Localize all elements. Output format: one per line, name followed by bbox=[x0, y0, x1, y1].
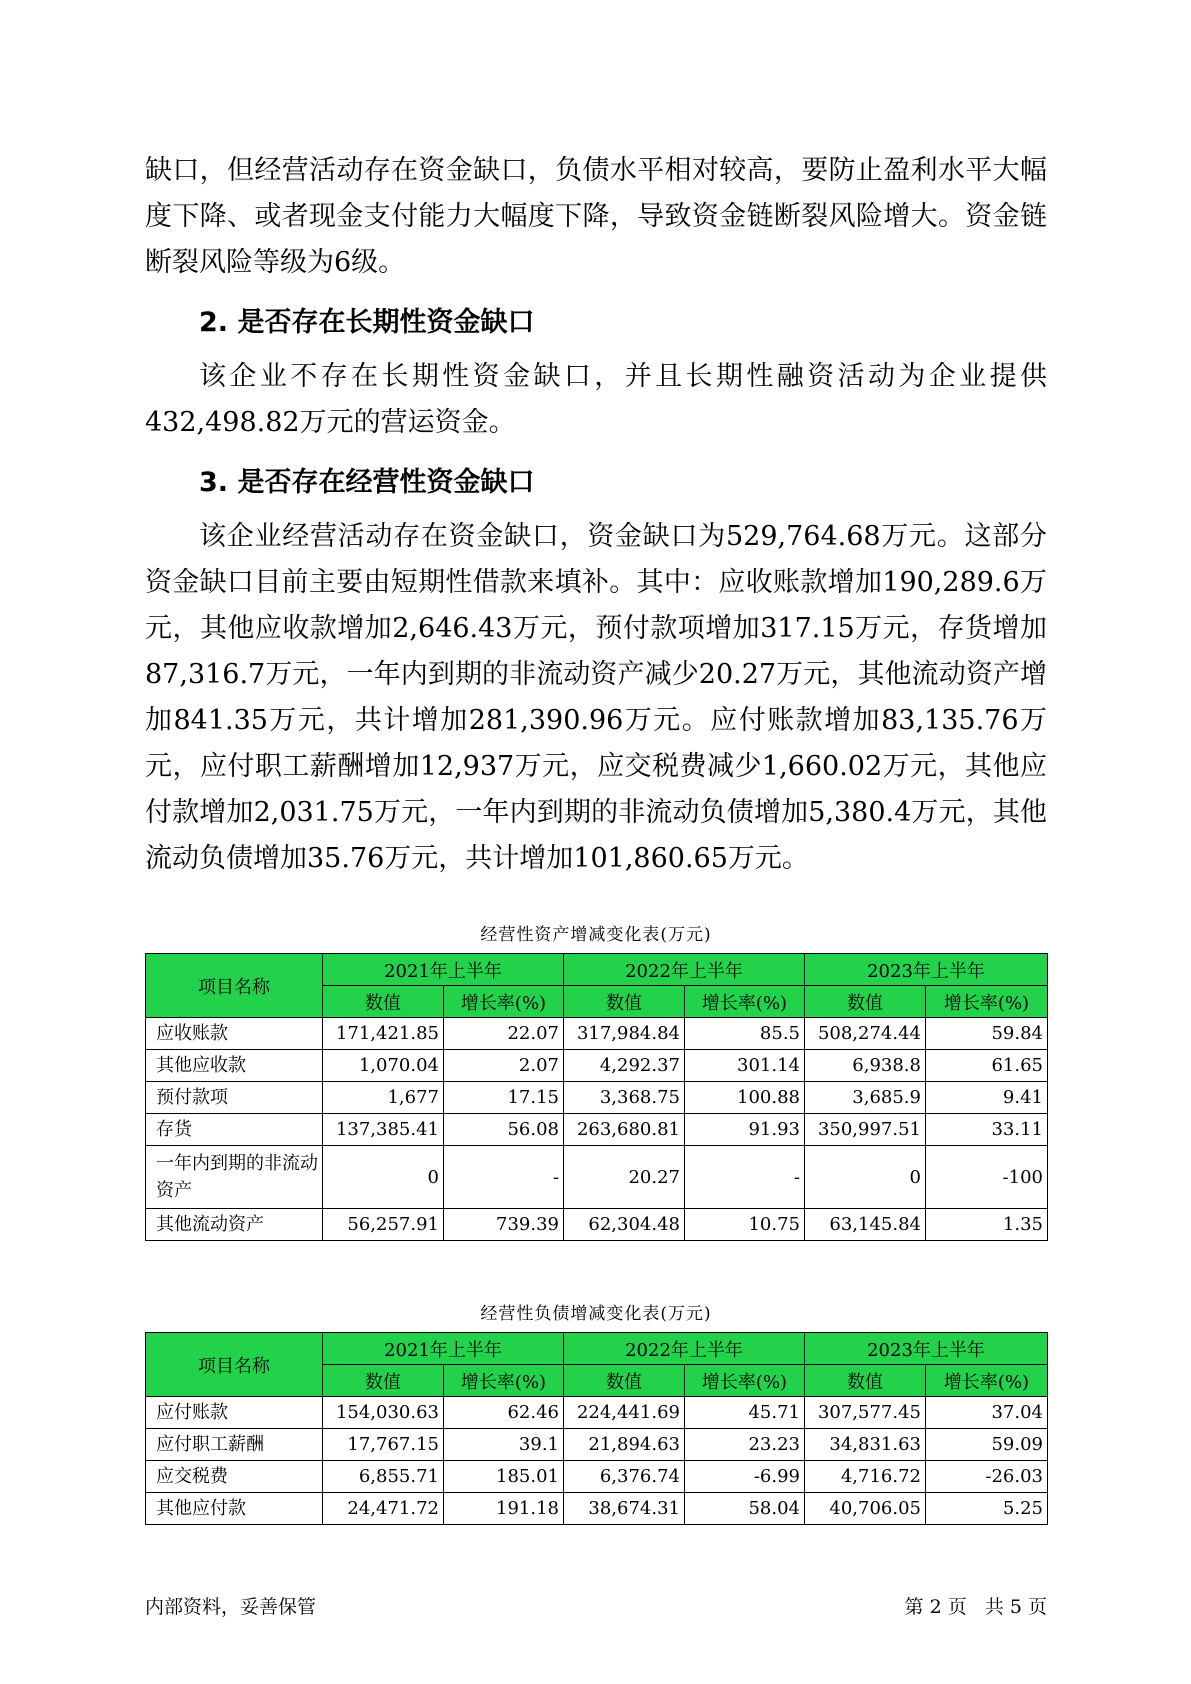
header-value: 数值 bbox=[564, 1365, 685, 1397]
row-label: 预付款项 bbox=[146, 1082, 323, 1114]
cell-growth: 10.75 bbox=[685, 1209, 805, 1241]
cell-value: 350,997.51 bbox=[805, 1114, 926, 1146]
cell-value: 154,030.63 bbox=[323, 1397, 444, 1429]
cell-growth: 1.35 bbox=[926, 1209, 1048, 1241]
cell-value: 63,145.84 bbox=[805, 1209, 926, 1241]
cell-growth: -100 bbox=[926, 1146, 1048, 1209]
header-2023-h1: 2023年上半年 bbox=[805, 1333, 1048, 1365]
heading-long-term-gap: 2. 是否存在长期性资金缺口 bbox=[199, 307, 535, 338]
paragraph-risk-level: 缺口，但经营活动存在资金缺口，负债水平相对较高，要防止盈利水平大幅度下降、或者现金支付能力大幅度下降，导致资金链断裂风险增大。资金链断裂风险等级为6级。 bbox=[145, 155, 1047, 278]
cell-growth: - bbox=[685, 1146, 805, 1209]
cell-growth: 56.08 bbox=[444, 1114, 564, 1146]
table-row bbox=[146, 1461, 1048, 1493]
header-2021-h1: 2021年上半年 bbox=[323, 1333, 564, 1365]
cell-growth: 91.93 bbox=[685, 1114, 805, 1146]
cell-growth: - bbox=[444, 1146, 564, 1209]
cell-value: 4,292.37 bbox=[564, 1050, 685, 1082]
cell-growth: 37.04 bbox=[926, 1397, 1048, 1429]
row-label: 存货 bbox=[146, 1114, 323, 1146]
table-row bbox=[146, 1209, 1048, 1241]
header-2021-h1: 2021年上半年 bbox=[323, 954, 564, 986]
page-footer bbox=[145, 1592, 1047, 1619]
cell-growth: 5.25 bbox=[926, 1493, 1048, 1525]
cell-value: 38,674.31 bbox=[564, 1493, 685, 1525]
cell-growth: 185.01 bbox=[444, 1461, 564, 1493]
header-value: 数值 bbox=[805, 986, 926, 1018]
cell-growth: 62.46 bbox=[444, 1397, 564, 1429]
cell-growth: 739.39 bbox=[444, 1209, 564, 1241]
header-value: 数值 bbox=[805, 1365, 926, 1397]
row-label: 其他应收款 bbox=[146, 1050, 323, 1082]
cell-growth: 39.1 bbox=[444, 1429, 564, 1461]
cell-growth: 22.07 bbox=[444, 1018, 564, 1050]
operating-assets-table bbox=[145, 953, 1048, 1241]
header-2022-h1: 2022年上半年 bbox=[564, 1333, 805, 1365]
cell-value: 317,984.84 bbox=[564, 1018, 685, 1050]
header-growth: 增长率(%) bbox=[685, 986, 805, 1018]
cell-growth: 59.09 bbox=[926, 1429, 1048, 1461]
header-growth: 增长率(%) bbox=[444, 986, 564, 1018]
cell-value: 1,070.04 bbox=[323, 1050, 444, 1082]
header-item-name: 项目名称 bbox=[146, 954, 323, 1018]
cell-growth: 301.14 bbox=[685, 1050, 805, 1082]
row-label: 应交税费 bbox=[146, 1461, 323, 1493]
header-value: 数值 bbox=[564, 986, 685, 1018]
table-row bbox=[146, 1018, 1048, 1050]
cell-value: 171,421.85 bbox=[323, 1018, 444, 1050]
paragraph-long-term-gap: 该企业不存在长期性资金缺口，并且长期性融资活动为企业提供432,498.82万元的营运资金。 bbox=[145, 361, 1047, 438]
header-growth: 增长率(%) bbox=[444, 1365, 564, 1397]
header-value: 数值 bbox=[323, 986, 444, 1018]
cell-growth: 45.71 bbox=[685, 1397, 805, 1429]
table-row bbox=[146, 1493, 1048, 1525]
cell-growth: 100.88 bbox=[685, 1082, 805, 1114]
row-label: 其他应付款 bbox=[146, 1493, 323, 1525]
cell-value: 62,304.48 bbox=[564, 1209, 685, 1241]
cell-growth: 17.15 bbox=[444, 1082, 564, 1114]
header-value: 数值 bbox=[323, 1365, 444, 1397]
table-row bbox=[146, 1146, 1048, 1209]
cell-value: 20.27 bbox=[564, 1146, 685, 1209]
cell-growth: 59.84 bbox=[926, 1018, 1048, 1050]
cell-growth: 61.65 bbox=[926, 1050, 1048, 1082]
cell-value: 6,855.71 bbox=[323, 1461, 444, 1493]
cell-value: 1,677 bbox=[323, 1082, 444, 1114]
operating-liabilities-table-block bbox=[145, 1299, 1047, 1525]
cell-growth: -26.03 bbox=[926, 1461, 1048, 1493]
cell-value: 307,577.45 bbox=[805, 1397, 926, 1429]
cell-value: 508,274.44 bbox=[805, 1018, 926, 1050]
cell-value: 137,385.41 bbox=[323, 1114, 444, 1146]
row-label: 应收账款 bbox=[146, 1018, 323, 1050]
cell-value: 263,680.81 bbox=[564, 1114, 685, 1146]
cell-value: 3,368.75 bbox=[564, 1082, 685, 1114]
cell-value: 0 bbox=[805, 1146, 926, 1209]
cell-growth: 23.23 bbox=[685, 1429, 805, 1461]
operating-liabilities-table-caption: 经营性负债增减变化表(万元) bbox=[480, 1304, 712, 1324]
operating-liabilities-table bbox=[145, 1332, 1048, 1525]
cell-value: 3,685.9 bbox=[805, 1082, 926, 1114]
table-row bbox=[146, 1397, 1048, 1429]
header-2023-h1: 2023年上半年 bbox=[805, 954, 1048, 986]
cell-growth: 85.5 bbox=[685, 1018, 805, 1050]
document-body bbox=[145, 148, 1047, 1525]
row-label: 其他流动资产 bbox=[146, 1209, 323, 1241]
header-growth: 增长率(%) bbox=[926, 986, 1048, 1018]
operating-assets-table-block bbox=[145, 920, 1047, 1241]
cell-growth: 2.07 bbox=[444, 1050, 564, 1082]
table-row bbox=[146, 1114, 1048, 1146]
cell-value: 34,831.63 bbox=[805, 1429, 926, 1461]
paragraph-operating-gap: 该企业经营活动存在资金缺口，资金缺口为529,764.68万元。这部分资金缺口目前主要由短期性借款来填补。其中：应收账款增加190,289.6万元，其他应收款增加2,646.43万元，预付款项增加317.15万元，存货增加87,316.7万元，一年内到期的非流动资产减少20.27万元，其他流动资产增加841.35万元，共计增加281,390.96万元。应付账款增加83,135.76万元，应付职工薪酬增加12,937万元，应交税费减少1,660.02万元，其他应付款增加2,031.75万元，一年内到期的非流动负债增加5,380.4万元，其他流动负债增加35.76万元，共计增加101,860.65万元。 bbox=[145, 521, 1047, 874]
cell-growth: -6.99 bbox=[685, 1461, 805, 1493]
heading-operating-gap: 3. 是否存在经营性资金缺口 bbox=[199, 467, 535, 498]
header-2022-h1: 2022年上半年 bbox=[564, 954, 805, 986]
cell-value: 6,376.74 bbox=[564, 1461, 685, 1493]
row-label: 一年内到期的非流动资产 bbox=[146, 1146, 323, 1209]
row-label: 应付账款 bbox=[146, 1397, 323, 1429]
table-row bbox=[146, 1082, 1048, 1114]
header-item-name: 项目名称 bbox=[146, 1333, 323, 1397]
cell-growth: 9.41 bbox=[926, 1082, 1048, 1114]
table-row bbox=[146, 1050, 1048, 1082]
cell-growth: 58.04 bbox=[685, 1493, 805, 1525]
operating-assets-table-caption: 经营性资产增减变化表(万元) bbox=[480, 925, 712, 945]
cell-growth: 191.18 bbox=[444, 1493, 564, 1525]
cell-growth: 33.11 bbox=[926, 1114, 1048, 1146]
footer-confidential-note: 内部资料，妥善保管 bbox=[145, 1596, 317, 1618]
header-growth: 增长率(%) bbox=[926, 1365, 1048, 1397]
cell-value: 0 bbox=[323, 1146, 444, 1209]
cell-value: 24,471.72 bbox=[323, 1493, 444, 1525]
cell-value: 4,716.72 bbox=[805, 1461, 926, 1493]
row-label: 应付职工薪酬 bbox=[146, 1429, 323, 1461]
cell-value: 21,894.63 bbox=[564, 1429, 685, 1461]
page-number: 第 2 页 共 5 页 bbox=[904, 1596, 1047, 1618]
cell-value: 224,441.69 bbox=[564, 1397, 685, 1429]
cell-value: 40,706.05 bbox=[805, 1493, 926, 1525]
header-growth: 增长率(%) bbox=[685, 1365, 805, 1397]
cell-value: 6,938.8 bbox=[805, 1050, 926, 1082]
cell-value: 17,767.15 bbox=[323, 1429, 444, 1461]
table-row bbox=[146, 1429, 1048, 1461]
cell-value: 56,257.91 bbox=[323, 1209, 444, 1241]
